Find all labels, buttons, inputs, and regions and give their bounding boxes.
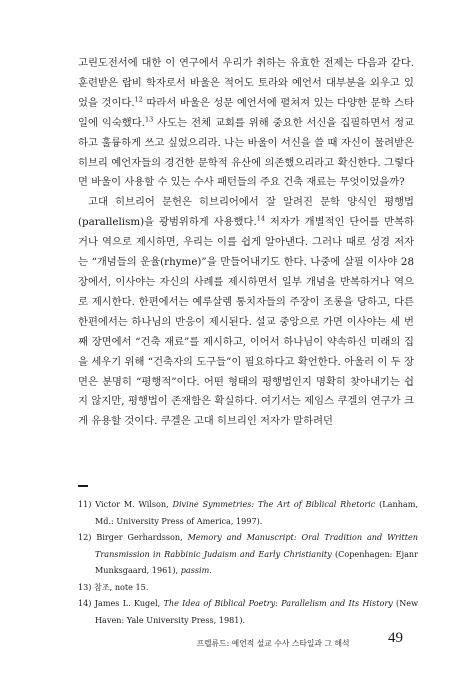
footnote-text: Victor M. Wilson,: [95, 499, 173, 509]
footnote-12: [78, 529, 418, 579]
footnote-text: .: [209, 565, 212, 575]
footnote-text: (Lanham, Md.: University Press of America, 1997).: [95, 499, 419, 526]
paragraph-1: [78, 54, 414, 193]
footnote-11: [78, 496, 418, 529]
footnote-emphasis: passim: [180, 565, 210, 575]
paragraph-2-text-a: 고대 히브리어 문헌은 히브리어에서 잘 알려진 문학 양식인 평행법(parallelism)을 광범위하게 사용했다.: [78, 196, 414, 229]
footnote-text: Birger Gerhardsson,: [96, 532, 188, 542]
footnote-number: 11): [78, 499, 92, 509]
paragraph-1-text-b: 따라서 바울은 성문 예언서에 펼쳐져 있는 다양한 문학 스타일에 익숙했다.: [78, 96, 414, 129]
footnote-ref-14: 14: [256, 214, 265, 223]
footnote-number: 13): [78, 581, 92, 592]
main-text: [78, 54, 414, 432]
paragraph-1-text-a: 고린도전서에 대한 이 연구에서 우리가 취하는 유효한 전제는 다음과 같다. 훈련받은 랍비 학자로서 바울은 적어도 토라와 예언서 대부분을 외우고 있었을 것이다.: [78, 57, 414, 109]
footnote-13: [78, 579, 418, 596]
paragraph-2: [78, 193, 414, 432]
footnotes: [78, 496, 418, 628]
footnote-text: 참조, note 15.: [94, 581, 149, 592]
footnote-book-title: Divine Symmetries: The Art of Biblical Rhetoric: [172, 499, 376, 509]
page-number: 49: [388, 630, 403, 646]
footnote-separator: [78, 485, 88, 487]
paragraph-1-text-c: 사도는 전체 교회를 위해 중요한 서신을 집필하면서 정교하고 훌륭하게 쓰고 싶었으리라. 나는 바울이 서신을 쓸 때 자신이 물려받은 히브리 예언자들의 경건한 문학적 유산에 의존했으리라고 확신한다. 그렇다면 바울이 사용할 수 있는 수사 패턴들의 주요 건축 재료는 무엇이었을까?: [78, 116, 414, 189]
footnote-text: (Copenhagen: Ejanr Munksgaard, 1961),: [95, 548, 418, 575]
footnote-ref-13: 13: [144, 115, 154, 124]
running-head: 프렐류드: 예언적 설교 수사 스타일과 그 해석: [196, 639, 350, 648]
footnote-number: 12): [78, 532, 92, 542]
footnote-text: (New Haven: Yale University Press, 1981).: [95, 598, 419, 625]
paragraph-2-text-b: 저자가 개별적인 단어를 반복하거나 역으로 제시하면, 우리는 이를 쉽게 알아낸다. 그러나 때로 성경 저자는 “개념들의 운율(rhyme)”을 만들어내기도 한다. 나중에 살필 이사야 28장에서, 이사야는 자신의 사례를 제시하면서 일부 개념을 반복하거나 역으로 제시한다. 한편에서는 예루살렘 통치자들의 주장이 조롱을 당하고, 다른 한편에서는 하나님의 반응이 제시된다. 설교 중앙으로 가면 이사야는 세 번째 장면에서 “건축 재료”를 제시하고, 이어서 하나님이 약속하신 미래의 집을 세우기 위해 “건축자의 도구들”이 필요하다고 확언한다. 아울러 이 두 장면은 분명히 “평행적”이다. 어떤 형태의 평행법인지 명확히 찾아내기는 쉽지 않지만, 평행법이 존재함은 확실하다. 여기서는 제임스 쿠겔의 연구가 크게 유용할 것이다. 쿠겔은 고대 히브리인 저자가 말하려던: [78, 216, 414, 428]
footnote-number: 14): [78, 598, 92, 608]
footnote-ref-12: 12: [134, 95, 143, 104]
footnote-14: [78, 595, 418, 628]
footnote-text: James L. Kugel,: [94, 598, 164, 608]
footnote-book-title: Memory and Manuscript: Oral Tradition and Written Transmission in Rabbinic Judaism and Early Christianity: [95, 532, 418, 559]
footnote-book-title: The Idea of Biblical Poetry: Parallelism and Its History: [163, 598, 393, 608]
